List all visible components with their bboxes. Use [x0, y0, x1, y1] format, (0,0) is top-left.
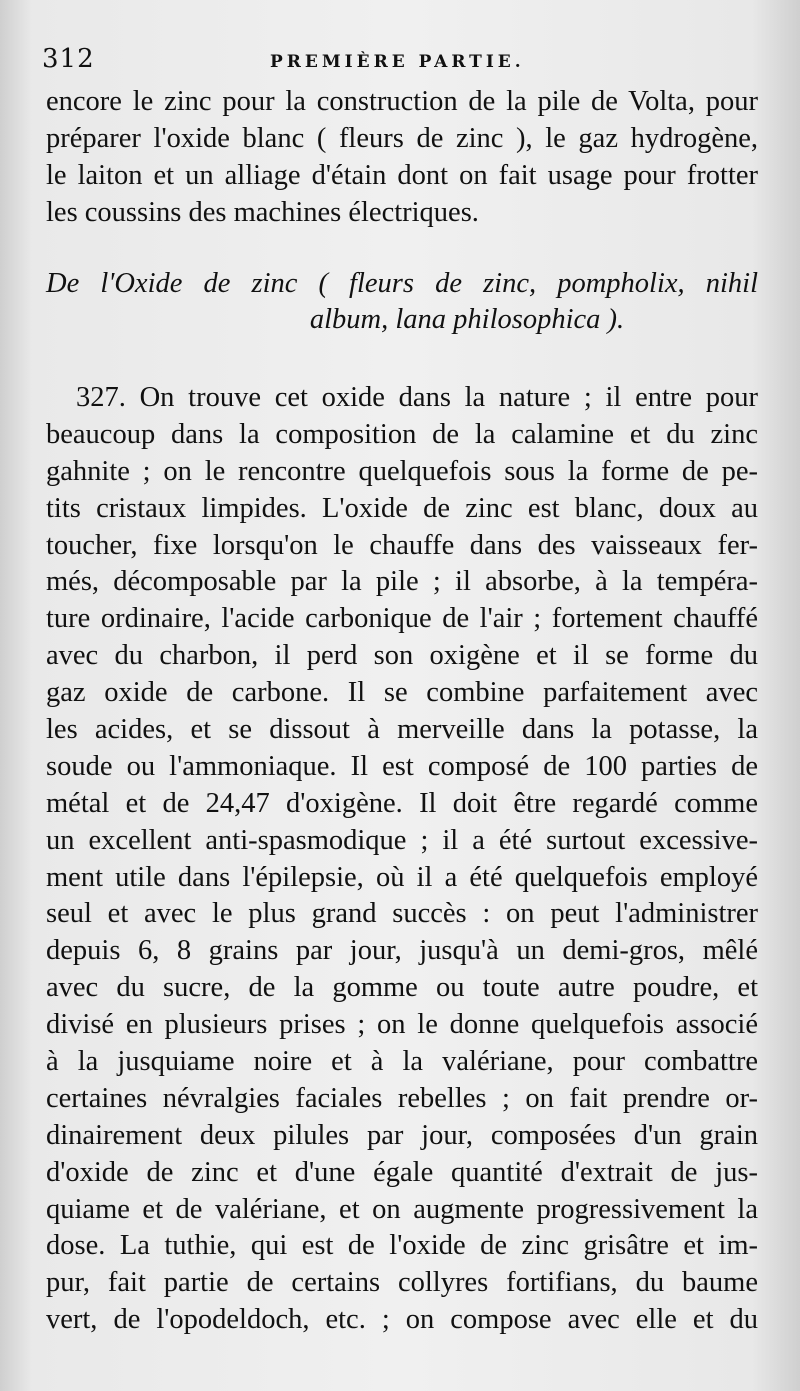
- text-line: divisé en plusieurs prises ; on le donne quelquefois associé: [46, 1009, 758, 1041]
- section-heading-line: De l'Oxide de zinc ( fleurs de zinc, pompholix, nihil: [46, 268, 758, 299]
- text-line: le laiton et un alliage d'étain dont on fait usage pour frotter: [46, 159, 758, 191]
- paragraph-327: [46, 380, 758, 1339]
- text-line: beaucoup dans la composition de la calamine et du zinc: [46, 418, 758, 450]
- page-header: [42, 44, 756, 80]
- text-line: certaines névralgies faciales rebelles ; on fait prendre or-: [46, 1082, 758, 1114]
- text-line: préparer l'oxide blanc ( fleurs de zinc ), le gaz hydrogène,: [46, 122, 758, 154]
- text-line: ment utile dans l'épilepsie, où il a été quelquefois employé: [46, 861, 758, 893]
- text-line: vert, de l'opodeldoch, etc. ; on compose avec elle et du: [46, 1304, 758, 1336]
- text-line: les coussins des machines électriques.: [46, 196, 479, 228]
- text-line: encore le zinc pour la construction de la pile de Volta, pour: [46, 86, 758, 117]
- text-line: gaz oxide de carbone. Il se combine parfaitement avec: [46, 677, 758, 709]
- page-number: 312: [42, 44, 95, 74]
- section-heading-line: album, lana philosophica ).: [309, 304, 625, 335]
- text-line: d'oxide de zinc et d'une égale quantité d'extrait de jus-: [46, 1156, 758, 1188]
- text-line: soude ou l'ammoniaque. Il est composé de 100 parties de: [46, 750, 758, 782]
- text-line: avec du charbon, il perd son oxigène et il se forme du: [46, 640, 758, 672]
- text-line: à la jusquiame noire et à la valériane, pour combattre: [46, 1046, 758, 1078]
- running-head: PREMIÈRE PARTIE.: [270, 52, 525, 72]
- text-line: avec du sucre, de la gomme ou toute autre poudre, et: [46, 972, 758, 1004]
- text-line: ture ordinaire, l'acide carbonique de l'air ; fortement chauffé: [46, 603, 758, 635]
- text-line: les acides, et se dissout à merveille dans la potasse, la: [46, 714, 758, 746]
- text-line: métal et de 24,47 d'oxigène. Il doit être regardé comme: [46, 787, 758, 819]
- section-heading: [46, 266, 758, 338]
- text-line: 327. On trouve cet oxide dans la nature ; il entre pour: [76, 382, 758, 413]
- text-line: tits cristaux limpides. L'oxide de zinc est blanc, doux au: [46, 492, 758, 524]
- text-line: dinairement deux pilules par jour, composées d'un grain: [46, 1119, 758, 1151]
- text-line: toucher, fixe lorsqu'on le chauffe dans des vaisseaux fer-: [46, 529, 758, 561]
- text-line: quiame et de valériane, et on augmente progressivement la: [46, 1193, 758, 1225]
- text-line: més, décomposable par la pile ; il absorbe, à la tempéra-: [46, 566, 758, 598]
- text-line: gahnite ; on le rencontre quelquefois sous la forme de pe-: [46, 455, 758, 487]
- intro-paragraph: [46, 84, 758, 232]
- text-line: depuis 6, 8 grains par jour, jusqu'à un demi-gros, mêlé: [46, 935, 758, 967]
- text-line: dose. La tuthie, qui est de l'oxide de zinc grisâtre et im-: [46, 1230, 758, 1262]
- text-line: un excellent anti-spasmodique ; il a été surtout excessive-: [46, 824, 758, 856]
- text-line: pur, fait partie de certains collyres fortifians, du baume: [46, 1267, 758, 1299]
- text-line: seul et avec le plus grand succès : on peut l'administrer: [46, 898, 758, 930]
